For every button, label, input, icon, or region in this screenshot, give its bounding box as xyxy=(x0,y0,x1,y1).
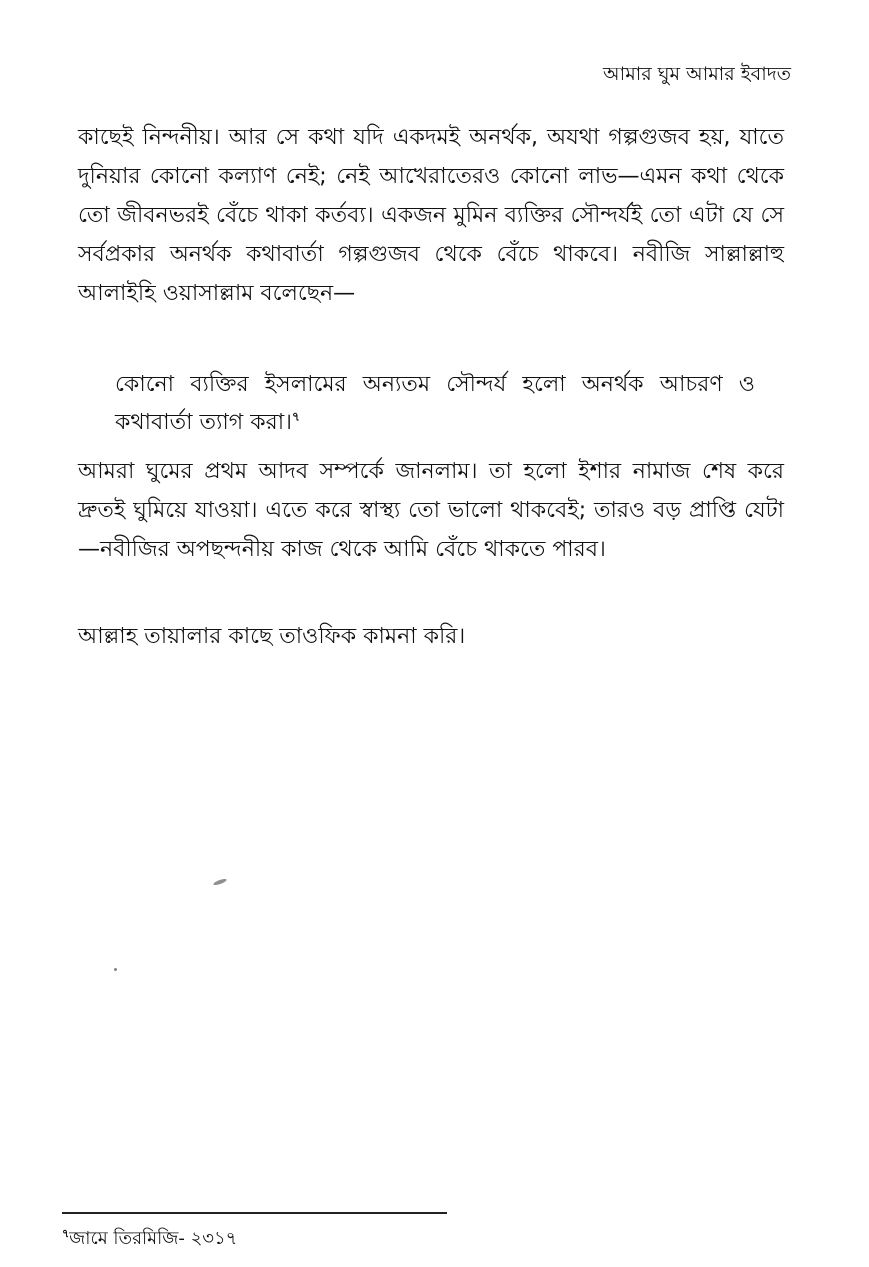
paragraph-1: কাছেই নিন্দনীয়। আর সে কথা যদি একদমই অনর্থক, অযথা গল্পগুজব হয়, যাতে দুনিয়ার কোনো কল্যাণ নেই; নেই আখেরাতেরও কোনো লাভ—এমন কথা থেকে তো জীবনভরই বেঁচে থাকা কর্তব্য। একজন মুমিন ব্যক্তির সৌন্দর্যই তো এটা যে সে সর্বপ্রকার অনর্থক কথাবার্তা গল্পগুজব থেকে বেঁচে থাকবে। নবীজি সাল্লাল্লাহু আলাইহি ওয়াসাল্লাম বলেছেন— xyxy=(78,125,784,306)
footnote-text: জামে তিরমিজি- ২৩১৭ xyxy=(69,1228,238,1249)
footnote-divider xyxy=(62,1212,447,1214)
footnote xyxy=(62,1227,237,1251)
footnote-number: ৭ xyxy=(62,1227,70,1240)
paragraph-3: আল্লাহ তায়ালার কাছে তাওফিক কামনা করি। xyxy=(78,624,466,649)
paper-speck xyxy=(213,878,228,887)
hadith-quote xyxy=(115,366,755,442)
paragraph-2: আমরা ঘুমের প্রথম আদব সম্পর্কে জানলাম। তা হলো ইশার নামাজ শেষ করে দ্রুতই ঘুমিয়ে যাওয়া। এতে করে স্বাস্থ্য তো ভালো থাকবেই; তারও বড় প্রাপ্তি যেটা—নবীজির অপছন্দনীয় কাজ থেকে আমি বেঁচে থাকতে পারব। xyxy=(78,459,784,562)
paper-speck xyxy=(114,968,117,971)
quote-text: কোনো ব্যক্তির ইসলামের অন্যতম সৌন্দর্য হলো অনর্থক আচরণ ও কথাবার্তা ত্যাগ করা। xyxy=(115,372,755,435)
footnote-marker: ৭ xyxy=(291,409,300,424)
running-header: আমার ঘুম আমার ইবাদত xyxy=(603,63,791,85)
